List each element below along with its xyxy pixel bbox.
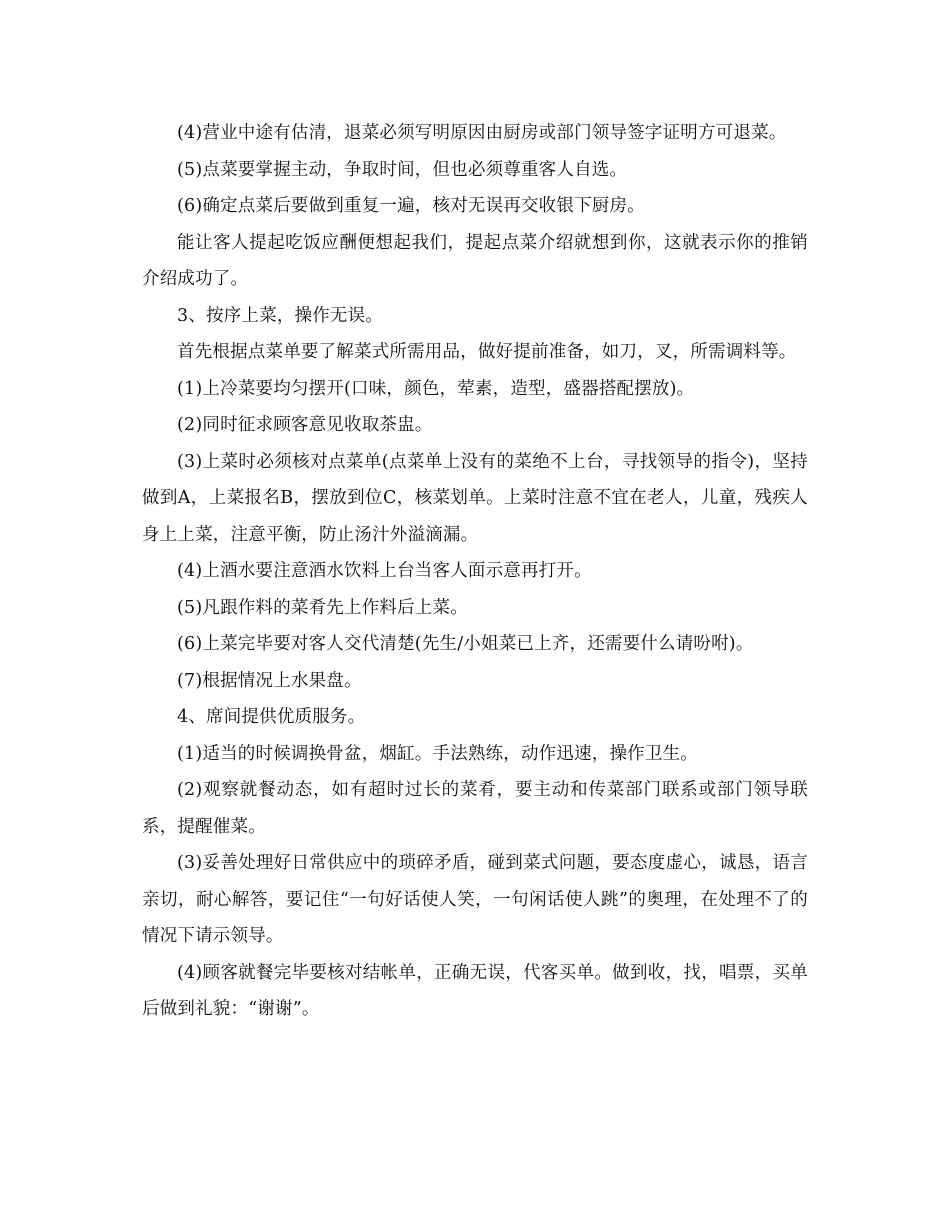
section-heading: 4、席间提供优质服务。 bbox=[177, 707, 366, 727]
paragraph: (6)确定点菜后要做到重复一遍，核对无误再交收银下厨房。 bbox=[177, 196, 645, 216]
paragraph: (4)上酒水要注意酒水饮料上台当客人面示意再打开。 bbox=[177, 561, 592, 581]
paragraph: (7)根据情况上水果盘。 bbox=[177, 670, 362, 691]
paragraph: (6)上菜完毕要对客人交代清楚(先生/小姐菜已上齐，还需要什么请吩咐)。 bbox=[177, 634, 754, 654]
paragraph: (1)适当的时候调换骨盆，烟缸。手法熟练，动作迅速，操作卫生。 bbox=[177, 743, 698, 764]
document-body bbox=[142, 115, 808, 1028]
paragraph: (4)营业中途有估清，退菜必须写明原因由厨房或部门领导签字证明方可退菜。 bbox=[177, 123, 787, 143]
paragraph: (2)同时征求顾客意见收取茶盅。 bbox=[177, 415, 433, 435]
paragraph: (2)观察就餐动态，如有超时过长的菜肴，要主动和传菜部门联系或部门领导联系，提醒催菜。 bbox=[142, 780, 808, 837]
paragraph: (3)妥善处理好日常供应中的琐碎矛盾，碰到菜式问题，要态度虚心，诚恳，语言亲切，耐心解答，要记住“一句好话使人笑，一句闲话使人跳”的奥理，在处理不了的情况下请示领导。 bbox=[142, 853, 808, 946]
paragraph: (5)凡跟作料的菜肴先上作料后上菜。 bbox=[177, 597, 468, 618]
paragraph: (3)上菜时必须核对点菜单(点菜单上没有的菜绝不上台，寻找领导的指令)，坚持做到A，上菜报名B，摆放到位C，核菜划单。上菜时注意不宜在老人，儿童，残疾人身上上菜，注意平衡，防止汤汁外溢滴漏。 bbox=[142, 451, 808, 545]
section-heading: 3、按序上菜，操作无误。 bbox=[177, 305, 384, 326]
paragraph: 首先根据点菜单要了解菜式所需用品，做好提前准备，如刀，叉，所需调料等。 bbox=[177, 342, 797, 362]
paragraph: (5)点菜要掌握主动，争取时间，但也必须尊重客人自选。 bbox=[177, 159, 628, 180]
paragraph: (1)上冷菜要均匀摆开(口味，颜色，荤素，造型，盛器搭配摆放)。 bbox=[177, 378, 695, 399]
paragraph: 能让客人提起吃饭应酬便想起我们，提起点菜介绍就想到你，这就表示你的推销介绍成功了。 bbox=[142, 232, 808, 289]
paragraph: (4)顾客就餐完毕要核对结帐单，正确无误，代客买单。做到收，找，唱票，买单后做到礼貌：“谢谢”。 bbox=[142, 962, 808, 1019]
